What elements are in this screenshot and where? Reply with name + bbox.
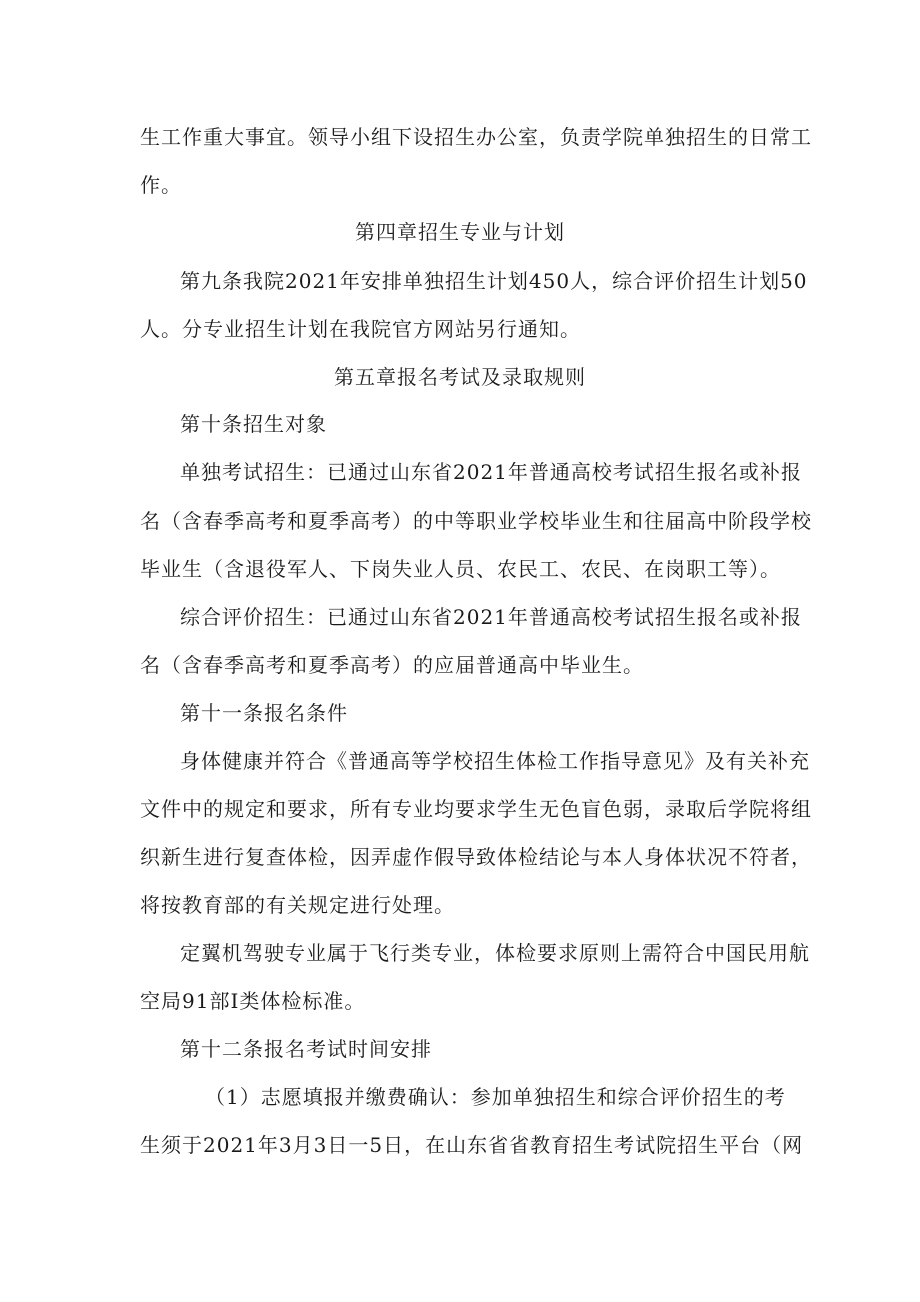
- paragraph-line: 生须于2021年3月3日一5日，在山东省省教育招生考试院招生平台（网: [140, 1133, 804, 1157]
- paragraph-line: 织新生进行复查体检，因弄虚作假导致体检结论与本人身体状况不符者，: [140, 845, 812, 869]
- paragraph-line: 身体健康并符合《普通高等学校招生体检工作指导意见》及有关补充: [180, 749, 810, 773]
- paragraph-line: 毕业生（含退役军人、下岗失业人员、农民工、农民、在岗职工等）。: [140, 557, 781, 581]
- article-heading: 第十条招生对象: [180, 412, 327, 436]
- paragraph-line: 空局91部Ⅰ类体检标准。: [140, 989, 366, 1013]
- paragraph-line: 生工作重大事宜。领导小组下设招生办公室，负责学院单独招生的日常工: [140, 125, 812, 149]
- paragraph-line: 定翼机驾驶专业属于飞行类专业，体检要求原则上需符合中国民用航: [180, 941, 810, 965]
- article-heading: 第十一条报名条件: [180, 701, 348, 725]
- chapter-heading: 第五章报名考试及录取规则: [334, 365, 586, 389]
- paragraph-line: 文件中的规定和要求，所有专业均要求学生无色盲色弱，录取后学院将组: [140, 797, 812, 821]
- paragraph-line: 单独考试招生：已通过山东省2021年普通高校考试招生报名或补报: [180, 460, 802, 484]
- paragraph-line: 作。: [140, 173, 182, 197]
- paragraph-line: 将按教育部的有关规定进行处理。: [140, 893, 455, 917]
- article-heading: 第十二条报名考试时间安排: [180, 1037, 432, 1061]
- paragraph-line: 综合评价招生：已通过山东省2021年普通高校考试招生报名或补报: [180, 605, 802, 629]
- chapter-heading: 第四章招生专业与计划: [355, 220, 565, 244]
- paragraph-line: 名（含春季高考和夏季高考）的中等职业学校毕业生和往届高中阶段学校: [140, 509, 812, 533]
- paragraph-line: （1）志愿填报并缴费确认：参加单独招生和综合评价招生的考: [205, 1085, 786, 1109]
- paragraph-line: 第九条我院2021年安排单独招生计划450人，综合评价招生计划50: [180, 269, 808, 293]
- paragraph-line: 人。分专业招生计划在我院官方网站另行通知。: [140, 317, 581, 341]
- paragraph-line: 名（含春季高考和夏季高考）的应届普通高中毕业生。: [140, 653, 644, 677]
